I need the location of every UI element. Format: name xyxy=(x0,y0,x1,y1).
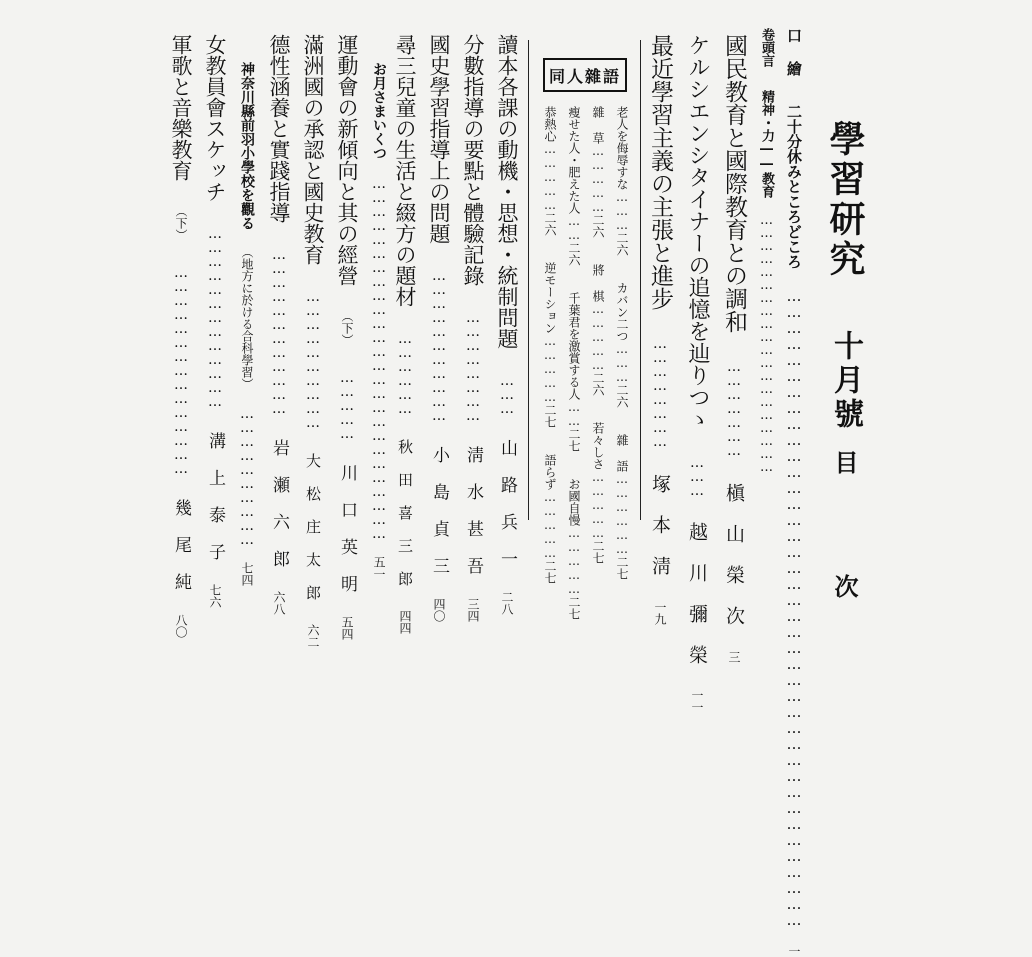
entry-title: 德性涵養と實踐指導 xyxy=(267,34,291,223)
toc-entry[interactable] xyxy=(240,62,254,586)
zatsugo-item: 恭熱心……………二六 xyxy=(543,106,557,236)
zatsugo-row xyxy=(616,106,628,580)
toc-entry[interactable] xyxy=(336,34,357,640)
page-number: 七四 xyxy=(240,562,254,586)
zatsugo-item: 雜 語………………二七 xyxy=(615,434,629,580)
toc-entry[interactable] xyxy=(686,34,708,713)
entry-title: 精神・力――教育 xyxy=(759,90,774,198)
issue-label: 十月號 xyxy=(828,330,863,432)
entry-author: 山 路 兵 一 xyxy=(497,439,517,567)
toc-entry[interactable] xyxy=(428,34,449,622)
entry-title: 女教員會スケッチ xyxy=(203,34,227,202)
entry-author: 越 川 彌 榮 xyxy=(686,522,708,664)
entry-author: 溝 上 泰 子 xyxy=(205,432,225,560)
page-number: 二八 xyxy=(500,591,514,615)
toc-entry[interactable] xyxy=(462,34,483,622)
page-number: 七六 xyxy=(208,584,222,608)
entry-author: 幾 尾 純 xyxy=(171,499,191,590)
page-number: 一一 xyxy=(690,689,704,713)
leader-dots: ………………………………………………………………………………………………………… xyxy=(785,287,803,927)
toc-entry-kantogen[interactable] xyxy=(760,28,773,473)
page-number: 三四 xyxy=(466,598,480,622)
zatsugo-item: カバン二つ………二六 xyxy=(615,282,629,408)
toc-entry[interactable] xyxy=(394,34,415,634)
zatsugo-row xyxy=(544,106,556,584)
page-number: 三 xyxy=(727,651,741,663)
entry-author: 岩 瀬 六 郎 xyxy=(269,439,289,567)
entry-title: お月さまいくつ xyxy=(371,62,387,160)
entry-author: 秋 田 喜 三 郎 xyxy=(396,439,414,586)
entry-title: ケルシエンシタイナーの追憶を辿りつゝ xyxy=(685,34,710,430)
toc-entry[interactable] xyxy=(268,34,289,615)
leader-dots: ……… xyxy=(689,455,705,497)
leader-dots: …………………………………………………………………… xyxy=(371,176,387,540)
entry-subtitle: （地方に於ける合科學習） xyxy=(240,246,254,390)
leader-dots: ………………………… xyxy=(305,289,321,429)
zatsugo-item: 逆モーション……………二七 xyxy=(543,262,557,428)
entry-title: 國民教育と國際教育との調和 xyxy=(721,34,747,333)
leader-dots: ………………………………… xyxy=(207,226,223,408)
entry-label: 口 繪 xyxy=(785,28,803,76)
toc-entry[interactable] xyxy=(302,34,323,648)
entry-title: 運動會の新傾向と其の經營 xyxy=(335,34,359,286)
zatsugo-item: お國自慢……………二七 xyxy=(567,478,581,620)
zatsugo-row xyxy=(568,106,580,620)
leader-dots: …………………………………………………… xyxy=(759,213,774,473)
entry-author: 塚 本 淸 xyxy=(649,474,671,575)
zatsugo-item: 千葉君を激賞する人……二七 xyxy=(567,292,581,452)
entry-author: 淸 水 甚 吾 xyxy=(463,446,483,574)
page-number: 一 xyxy=(787,945,801,957)
entry-author: 川 口 英 明 xyxy=(337,464,357,592)
toc-entry-omatsuri[interactable] xyxy=(372,62,386,580)
entry-author: 小 島 貞 三 xyxy=(429,446,449,574)
section-rule xyxy=(528,40,529,520)
toc-entry[interactable] xyxy=(496,34,517,615)
leader-dots: ……………… xyxy=(397,331,413,415)
leader-dots: ………………………… xyxy=(239,406,255,546)
leader-dots: ………………… xyxy=(726,359,742,457)
page-number: 六八 xyxy=(272,591,286,615)
leader-dots: …………………… xyxy=(652,336,668,448)
zatsugo-item: 老人を侮辱すな………二六 xyxy=(615,106,629,256)
zatsugo-item: 語らず……………二七 xyxy=(543,454,557,584)
toc-entry-kuchie[interactable] xyxy=(785,28,803,957)
leader-dots: ……………………………………… xyxy=(173,265,189,475)
page-number: 四〇 xyxy=(432,598,446,622)
entry-author: 槇 山 榮 次 xyxy=(723,483,745,625)
zatsugo-item: 雜 草……………二六 xyxy=(591,106,605,238)
toc-entry[interactable] xyxy=(204,34,225,608)
entry-title: 最近學習主義の主張と進步 xyxy=(647,34,673,310)
page-number: 六二 xyxy=(306,624,320,648)
entry-title: 尋三兒童の生活と綴方の題材 xyxy=(393,34,417,307)
entry-title: 分數指導の要點と體驗記錄 xyxy=(461,34,485,286)
page-number: 五四 xyxy=(340,616,354,640)
page-number: 四四 xyxy=(398,610,412,634)
entry-title: 讀本各課の動機・思想・統制問題 xyxy=(495,34,519,349)
entry-title: 軍歌と音樂教育 xyxy=(169,34,193,181)
entry-title: 國史學習指導上の問題 xyxy=(427,34,451,244)
leader-dots: …………………… xyxy=(465,310,481,422)
entry-subtitle: （下） xyxy=(174,205,188,241)
entry-title: 滿洲國の承認と國史教育 xyxy=(301,34,325,265)
entry-title: 神奈川縣前羽小學校を觀る xyxy=(239,62,255,230)
page-number: 八〇 xyxy=(174,614,188,638)
zatsugo-row xyxy=(592,106,604,564)
zatsugo-item: 若々しさ……………二七 xyxy=(591,422,605,564)
entry-subtitle: （下） xyxy=(340,310,354,346)
entry-author: 大 松 庄 太 郎 xyxy=(304,453,322,600)
toc-entry[interactable] xyxy=(170,34,191,638)
magazine-title: 學習研究 xyxy=(824,120,865,280)
leader-dots: …………………………… xyxy=(431,268,447,422)
toc-entry[interactable] xyxy=(648,34,671,625)
zatsugo-item: 將 棋……………二六 xyxy=(591,264,605,396)
leader-dots: ……… xyxy=(499,373,515,415)
leader-dots: ……………………………… xyxy=(271,247,287,415)
leader-dots: …………… xyxy=(339,370,355,440)
zatsugo-item: 瘦せた人・肥えた人……二六 xyxy=(567,106,581,266)
toc-entry[interactable] xyxy=(722,34,745,663)
zatsugo-heading: 同人雜語 xyxy=(549,67,622,86)
page-number: 一九 xyxy=(653,601,667,625)
entry-title: 二十分休みところどころ xyxy=(785,104,803,269)
toc-heading: 目 次 xyxy=(830,450,858,634)
section-rule xyxy=(640,40,641,520)
page-number: 五一 xyxy=(372,556,386,580)
entry-label: 卷頭言 xyxy=(759,28,774,67)
